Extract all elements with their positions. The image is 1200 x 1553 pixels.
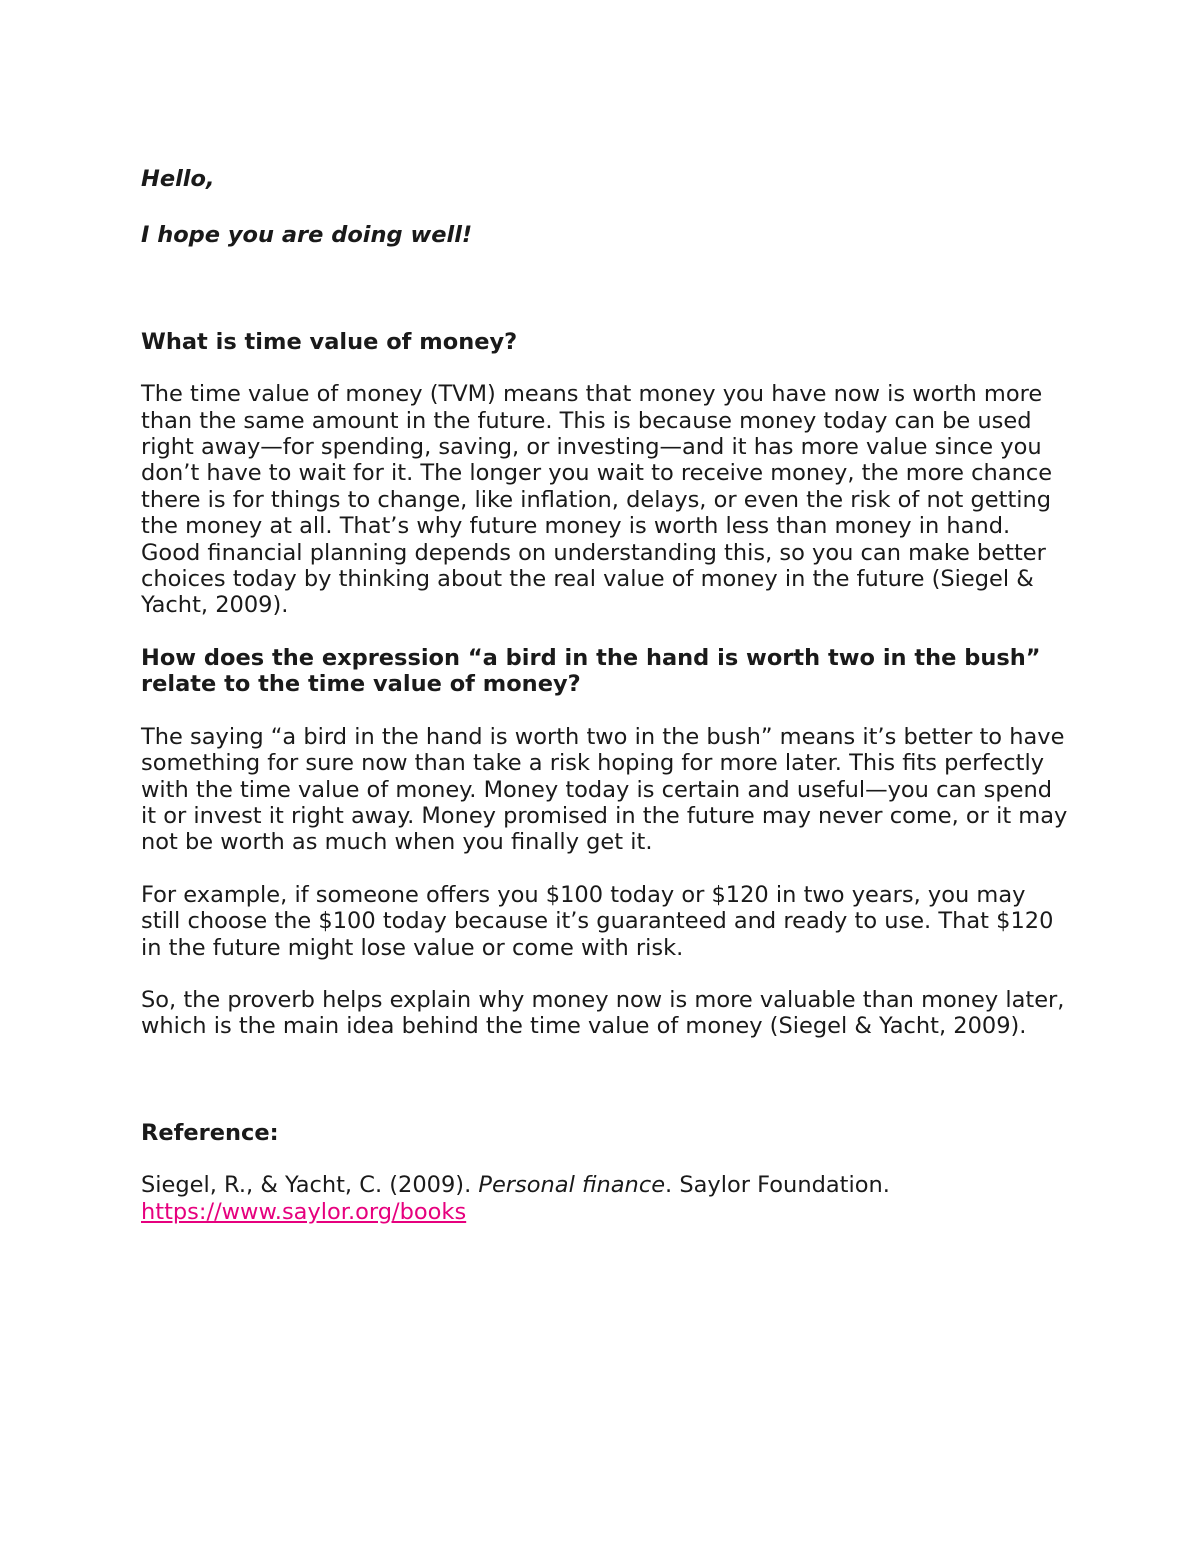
reference-entry [141,1172,1071,1225]
greeting-hello: Hello, [141,166,215,192]
section-body-tvm: The time value of money (TVM) means that money you have now is worth more than the same amount in the future. This is because money today can be used right away—for spending, saving, or investing—and it has more value since you don’t have to wait for it. The longer you wait to receive money, the more chance there is for things to change, like inflation, delays, or even the risk of not getting the money at all. That’s why future money is worth less than money in hand. Good financial planning depends on understanding this, so you can make better choices today by thinking about the real value of money in the future (Siegel & Yacht, 2009). [141,381,1053,619]
section-body-proverb-3: So, the proverb helps explain why money now is more valuable than money later, which is the main idea behind the time value of money (Siegel & Yacht, 2009). [141,986,1065,1040]
section-heading-tvm: What is time value of money? [141,328,518,355]
section-heading-proverb: How does the expression “a bird in the hand is worth two in the bush” relate to the time value of money? [141,644,1041,698]
section-body-proverb-1: The saying “a bird in the hand is worth two in the bush” means it’s better to have something for sure now than take a risk hoping for more later. This fits perfectly with the time value of money. Money today is certain and useful—you can spend it or invest it right away. Money promised in the future may never come, or it may not be worth as much when you finally get it. [141,723,1068,856]
section-body-proverb-2: For example, if someone offers you $100 today or $120 in two years, you may still choose the $100 today because it’s guaranteed and ready to use. That $120 in the future might lose value or come with risk. [141,881,1054,961]
reference-publisher: . Saylor Foundation. [665,1172,890,1199]
reference-title: Personal finance [478,1172,666,1199]
reference-authors: Siegel, R., & Yacht, C. (2009). [141,1172,479,1199]
reference-heading: Reference: [141,1119,279,1146]
greeting-wellwish: I hope you are doing well! [141,222,473,249]
reference-link[interactable]: https://www.saylor.org/books [141,1198,467,1225]
document-page [141,166,1071,1225]
